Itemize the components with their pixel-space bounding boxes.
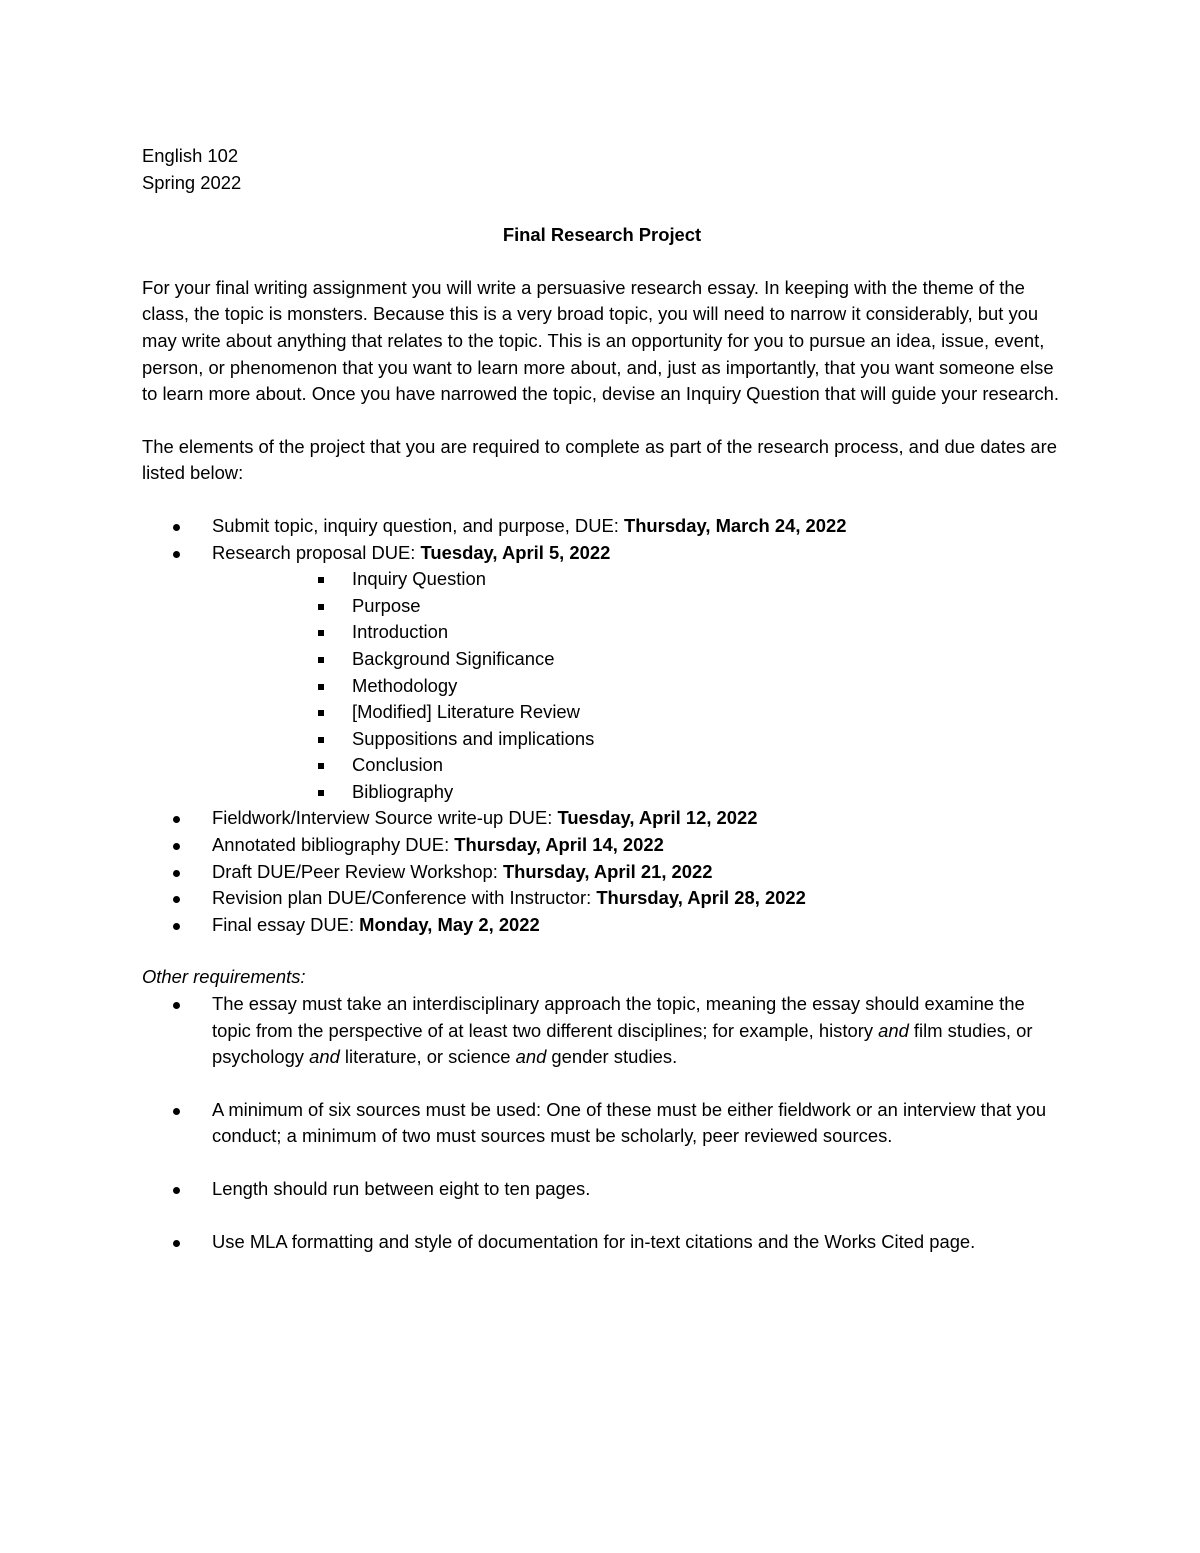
emphasis-and: and [515, 1046, 547, 1068]
bullet-icon [173, 1187, 180, 1194]
elements-paragraph: The elements of the project that you are required to complete as part of the research process, and due dates are listed below: [142, 435, 1057, 484]
bullet-icon [173, 923, 180, 930]
bullet-icon [173, 870, 180, 877]
list-item [142, 619, 1062, 646]
requirement-text: gender studies. [546, 1046, 678, 1068]
square-bullet-icon [318, 710, 324, 716]
bullet-icon [173, 1002, 180, 1009]
proposal-part: Background Significance [352, 647, 555, 669]
intro-paragraph: For your final writing assignment you will write a persuasive research essay. In keeping with the theme of the class, the topic is monsters. Because this is a very broad topic, you will need to narrow it considerably, but you may write about anything that relates to the topic. This is an opportunity for you to pursue an idea, issue, event, person, or phenomenon that you want to learn more about, and, just as importantly, that you want someone else to learn more about. Once you have narrowed the topic, devise an Inquiry Question that will guide your research. [142, 276, 1059, 405]
bullet-icon [173, 524, 180, 531]
proposal-part: [Modified] Literature Review [352, 701, 580, 723]
emphasis-and: and [878, 1019, 909, 1041]
bullet-icon [173, 1240, 180, 1247]
bullet-icon [173, 1108, 180, 1115]
milestone-list [142, 513, 1062, 939]
list-item [142, 859, 1062, 886]
square-bullet-icon [318, 737, 324, 743]
list-item [142, 1229, 1062, 1256]
list-item [142, 752, 1062, 779]
requirement-text: The essay must take an interdisciplinary approach the topic, meaning the essay should examine the topic from the perspective of at least two different disciplines; for example, history [212, 993, 1025, 1041]
requirement-text: film studies, or psychology [212, 1019, 1033, 1068]
list-item [142, 673, 1062, 700]
milestone-date: Thursday, April 14, 2022 [454, 834, 664, 856]
term: Spring 2022 [142, 171, 242, 193]
milestone-text: Annotated bibliography DUE: [212, 834, 455, 856]
other-requirements-heading: Other requirements: [142, 966, 306, 988]
milestone-date: Thursday, April 21, 2022 [502, 860, 713, 882]
square-bullet-icon [318, 577, 324, 583]
bullet-icon [173, 551, 180, 558]
square-bullet-icon [318, 657, 324, 663]
milestone-text: Fieldwork/Interview Source write-up DUE: [212, 807, 558, 829]
list-item [142, 991, 1062, 1071]
milestone-date: Monday, May 2, 2022 [359, 913, 540, 935]
page-title: Final Research Project [502, 224, 702, 246]
milestone-text: Revision plan DUE/Conference with Instructor: [212, 887, 597, 909]
milestone-text: Final essay DUE: [212, 913, 360, 935]
bullet-icon [173, 843, 180, 850]
requirement-text: literature, or science [339, 1046, 516, 1068]
proposal-part: Purpose [352, 594, 421, 616]
list-item [142, 566, 1062, 593]
milestone-date: Tuesday, April 5, 2022 [420, 541, 611, 563]
proposal-part: Inquiry Question [352, 568, 486, 590]
list-item [142, 832, 1062, 859]
proposal-part: Conclusion [352, 754, 443, 776]
square-bullet-icon [318, 604, 324, 610]
list-item [142, 805, 1062, 832]
list-item [142, 699, 1062, 726]
bullet-icon [173, 896, 180, 903]
list-item [142, 885, 1062, 912]
list-item [142, 513, 1062, 540]
milestone-date: Thursday, March 24, 2022 [623, 514, 847, 536]
proposal-part: Bibliography [352, 780, 454, 802]
proposal-part: Methodology [352, 674, 458, 696]
proposal-part: Suppositions and implications [352, 727, 595, 749]
list-item [142, 912, 1062, 939]
requirement-text: A minimum of six sources must be used: One of these must be either fieldwork or an interview that you conduct; a minimum of two must sources must be scholarly, peer reviewed sources. [212, 1098, 1047, 1147]
milestone-text: Research proposal DUE: [212, 541, 421, 563]
list-item [142, 1097, 1062, 1150]
milestone-text: Draft DUE/Peer Review Workshop: [212, 860, 503, 882]
milestone-text: Submit topic, inquiry question, and purpose, DUE: [212, 514, 624, 536]
list-item [142, 779, 1062, 806]
milestone-date: Thursday, April 28, 2022 [596, 887, 806, 909]
requirements-list [142, 991, 1062, 1255]
list-item [142, 726, 1062, 753]
square-bullet-icon [318, 684, 324, 690]
proposal-part: Introduction [352, 621, 449, 643]
requirement-text: Length should run between eight to ten pages. [212, 1178, 591, 1199]
document-content [142, 143, 1062, 1281]
list-item [142, 1176, 1062, 1203]
square-bullet-icon [318, 790, 324, 796]
bullet-icon [173, 816, 180, 823]
emphasis-and: and [309, 1046, 340, 1068]
square-bullet-icon [318, 630, 324, 636]
course-name: English 102 [142, 145, 239, 166]
list-item [142, 593, 1062, 620]
square-bullet-icon [318, 763, 324, 769]
list-item [142, 540, 1062, 806]
requirement-text: Use MLA formatting and style of documentation for in-text citations and the Works Cited page. [212, 1230, 976, 1252]
milestone-date: Tuesday, April 12, 2022 [557, 807, 758, 829]
list-item [142, 646, 1062, 673]
proposal-parts-list [212, 566, 1062, 805]
